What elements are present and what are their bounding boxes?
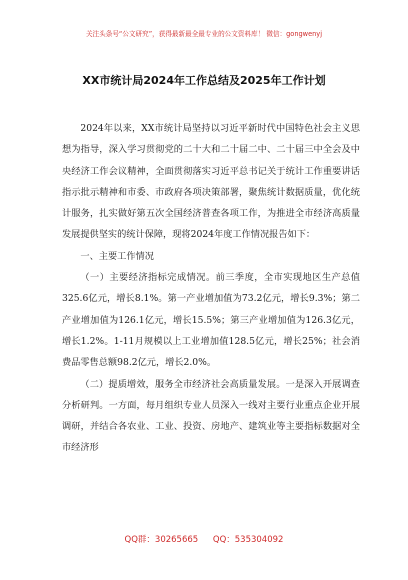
paragraph-quality: （二）提质增效，服务全市经济社会高质量发展。一是深入开展调查分析研判。一方面，每月组织专业人员深入一线对主要行业重点企业开展调研，并结合各农业、工业、投资、房地产、建筑业等主要指标数据对全市经济形 xyxy=(62,378,360,454)
qq-number: QQ：535304092 xyxy=(212,535,284,545)
document-title: XX市统计局2024年工作总结及2025年工作计划 xyxy=(82,74,326,87)
footer-contacts xyxy=(0,533,408,545)
paragraph-indicators: （一）主要经济指标完成情况。前三季度，全市实现地区生产总值325.6亿元，增长8.1%。第一产业增加值为73.2亿元，增长9.3%；第二产业增加值为126.1亿元，增长15.5%；第三产业增加值为126.3亿元，增长1.2%。1-11月规模以上工业增加值128.5亿元，增长25%；社会消费品零售总额98.2亿元，增长2.0%。 xyxy=(62,272,360,369)
document-body xyxy=(62,118,360,459)
header-banner: 关注头条号“公文研究”，获得最新最全最专业的公文资料库！ 微信：gongwenyj xyxy=(85,30,323,38)
qq-group: QQ群：30265665 xyxy=(124,535,199,545)
section-heading: 一、主要工作情况 xyxy=(80,250,154,262)
intro-paragraph: 2024年以来，XX市统计局坚持以习近平新时代中国特色社会主义思想为指导，深入学习贯彻党的二十大和二十届二中、二十届三中全会及中央经济工作会议精神，全面贯彻落实习近平总书记关于统计工作重要讲话指示批示精神和市委、市政府各项决策部署，聚焦统计数据质量，优化统计服务，扎实做好第五次全国经济普查各项工作，为推进全市经济高质量发展提供坚实的统计保障，现将2024年度工作情况报告如下： xyxy=(62,123,360,241)
